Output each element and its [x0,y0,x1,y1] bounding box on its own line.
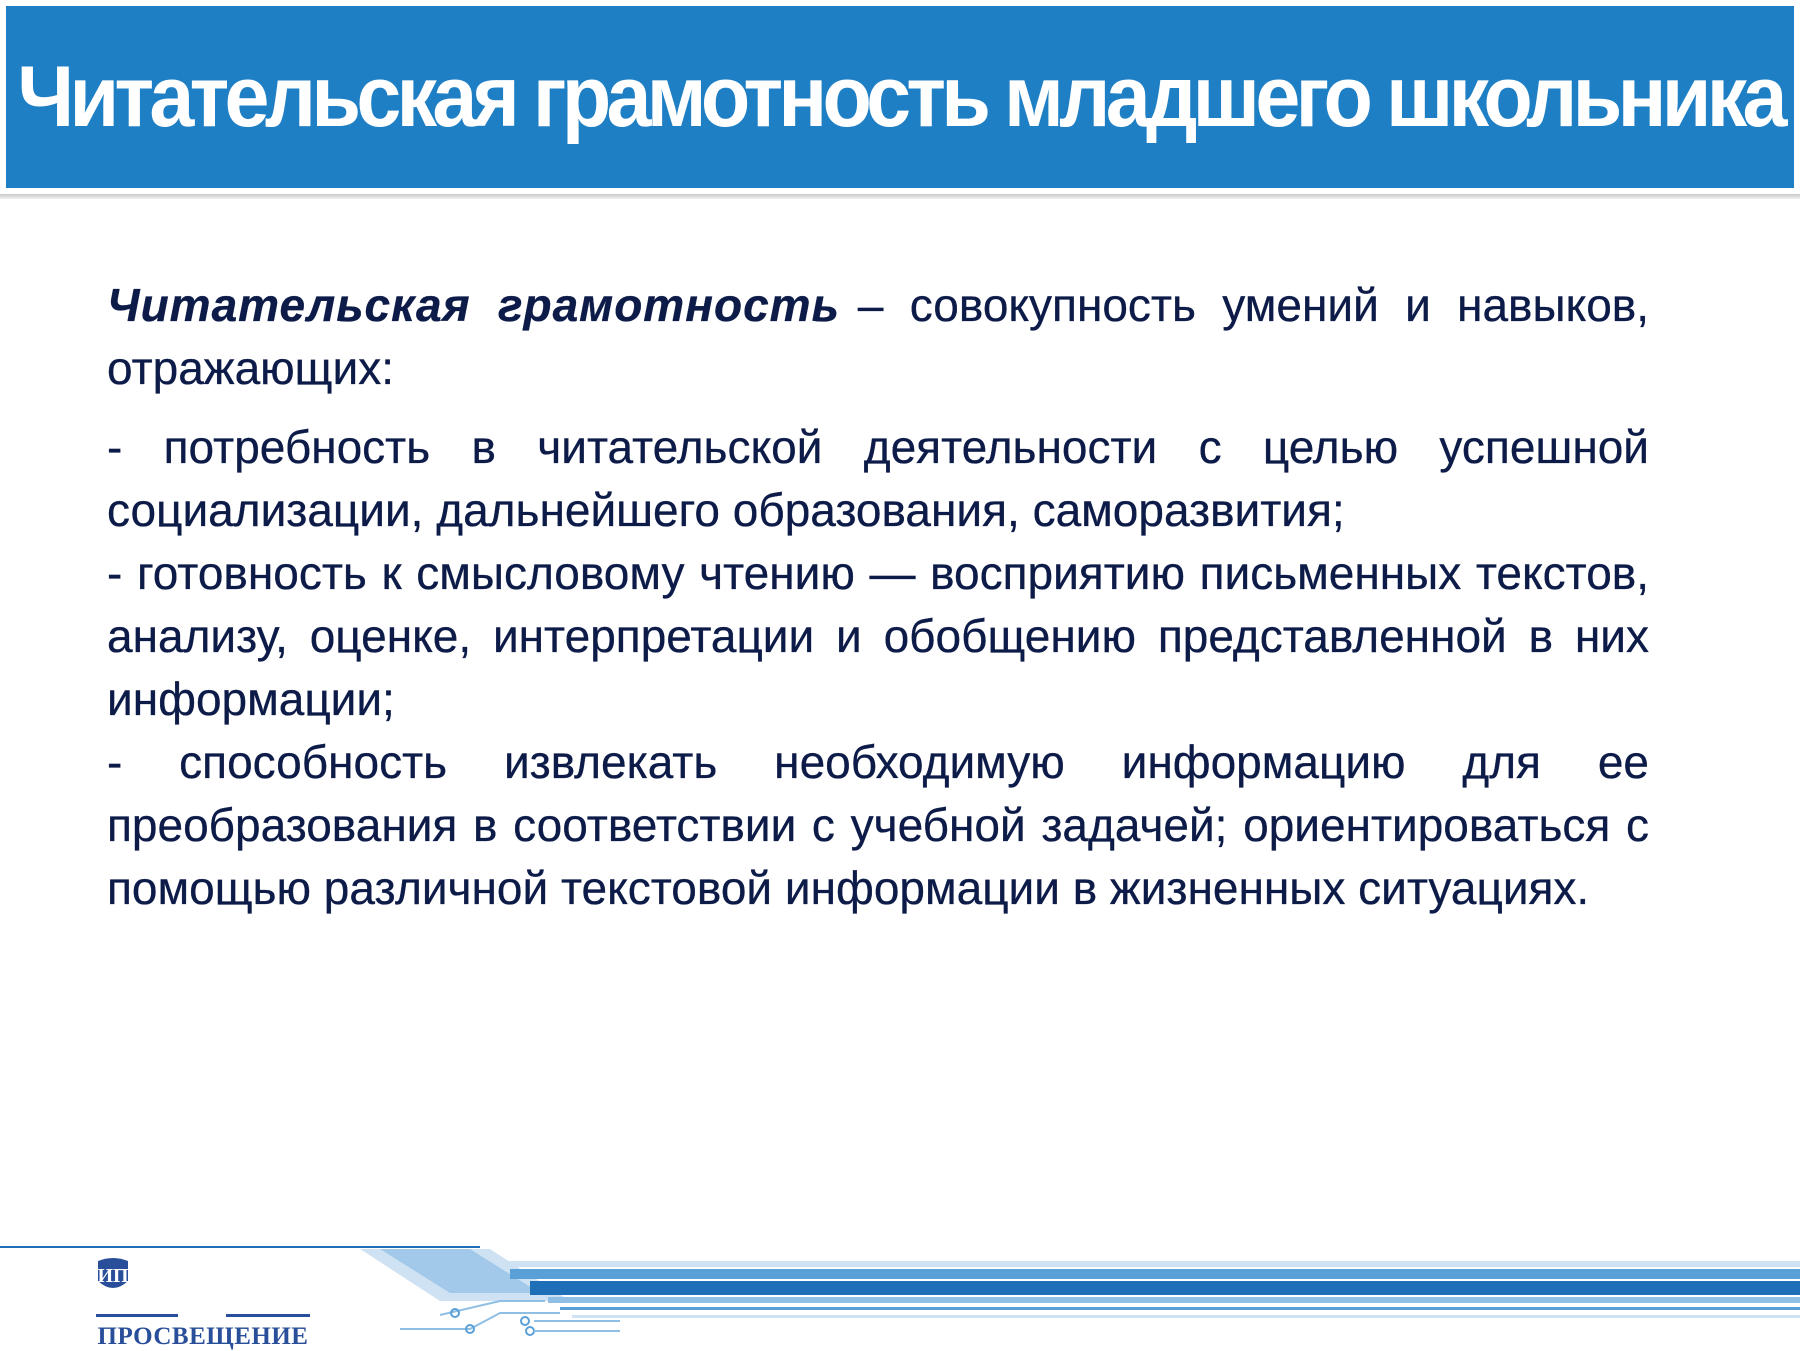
list-item-need: - потребность в читательской деятельности с целью успешной социализации, дальнейшего образования, саморазвития; [107,421,1649,536]
banner-shadow [0,194,1800,199]
slide-title: Читательская грамотность младшего школьника [17,48,1783,145]
logo-text: ПРОСВЕЩЕНИЕ [97,1323,309,1350]
list-item-readiness: - готовность к смысловому чтению — восприятию письменных текстов, анализу, оценке, интерпретации и обобщению представленной в них информации; [107,547,1649,725]
title-banner [6,6,1794,188]
prosveshchenie-logo-icon [96,1257,130,1295]
logo-rule-right [226,1314,310,1317]
svg-text:ИП: ИП [97,1265,129,1287]
footer [0,1235,1800,1350]
definition-paragraph [107,274,1649,400]
term: Читательская грамотность [107,279,840,331]
definition-text: – совокупность умений и навыков, отражающих: [107,279,1649,394]
list-item-ability: - способность извлекать необходимую информацию для ее преобразования в соответствии с учебной задачей; ориентироваться с помощью различной текстовой информации в жизненных ситуациях. [107,736,1649,914]
slide-content [107,274,1649,920]
logo-rule-left [96,1314,178,1317]
publisher-logo [96,1257,310,1350]
